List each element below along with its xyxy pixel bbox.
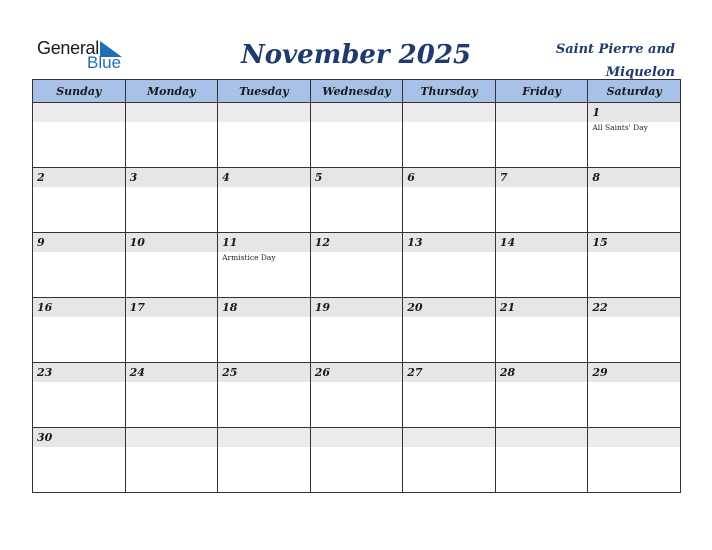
day-cell — [588, 363, 681, 428]
day-number: 30 — [33, 428, 125, 447]
day-number: 28 — [496, 363, 588, 382]
day-number — [403, 428, 495, 447]
day-cell — [218, 298, 311, 363]
day-number: 11 — [218, 233, 310, 252]
day-number: 1 — [588, 103, 680, 122]
day-cell — [33, 363, 126, 428]
week-row — [33, 168, 681, 233]
day-number: 21 — [496, 298, 588, 317]
page-title: November 2025 — [240, 40, 472, 70]
day-cell — [218, 103, 311, 168]
weekday-header: Sunday — [33, 80, 126, 103]
day-number — [218, 103, 310, 122]
day-number: 19 — [311, 298, 403, 317]
day-cell — [125, 103, 218, 168]
day-number: 12 — [311, 233, 403, 252]
holiday-label: All Saints' Day — [592, 123, 648, 132]
day-number: 17 — [126, 298, 218, 317]
day-number: 23 — [33, 363, 125, 382]
day-cell — [125, 363, 218, 428]
weekday-header-row — [33, 80, 681, 103]
day-number: 6 — [403, 168, 495, 187]
weekday-header: Saturday — [588, 80, 681, 103]
day-number: 26 — [311, 363, 403, 382]
day-cell — [403, 428, 496, 493]
week-row — [33, 103, 681, 168]
day-number — [311, 428, 403, 447]
day-cell — [125, 298, 218, 363]
weekday-header: Tuesday — [218, 80, 311, 103]
day-cell — [125, 233, 218, 298]
day-cell — [310, 428, 403, 493]
day-cell — [588, 428, 681, 493]
day-number: 4 — [218, 168, 310, 187]
day-cell — [218, 428, 311, 493]
logo-text-general: General — [37, 38, 99, 58]
day-number: 9 — [33, 233, 125, 252]
day-number — [126, 103, 218, 122]
day-cell — [403, 168, 496, 233]
day-cell — [403, 103, 496, 168]
day-number: 13 — [403, 233, 495, 252]
day-cell — [403, 233, 496, 298]
week-row — [33, 233, 681, 298]
day-cell — [403, 363, 496, 428]
day-number: 25 — [218, 363, 310, 382]
day-cell — [218, 233, 311, 298]
day-number: 3 — [126, 168, 218, 187]
week-row — [33, 428, 681, 493]
week-row — [33, 298, 681, 363]
day-cell — [33, 428, 126, 493]
day-number: 2 — [33, 168, 125, 187]
day-number: 8 — [588, 168, 680, 187]
day-number — [496, 103, 588, 122]
day-cell — [33, 103, 126, 168]
day-cell — [218, 168, 311, 233]
day-number: 15 — [588, 233, 680, 252]
weekday-header: Monday — [125, 80, 218, 103]
day-cell — [495, 103, 588, 168]
day-number: 18 — [218, 298, 310, 317]
day-cell — [218, 363, 311, 428]
day-number — [403, 103, 495, 122]
day-cell — [33, 298, 126, 363]
weekday-header: Thursday — [403, 80, 496, 103]
day-cell — [495, 298, 588, 363]
day-number: 27 — [403, 363, 495, 382]
day-cell — [588, 103, 681, 168]
day-cell — [33, 168, 126, 233]
day-number: 5 — [311, 168, 403, 187]
day-cell — [495, 168, 588, 233]
day-cell — [33, 233, 126, 298]
day-cell — [588, 298, 681, 363]
day-cell — [403, 298, 496, 363]
calendar-grid — [32, 79, 681, 493]
day-number: 16 — [33, 298, 125, 317]
weekday-header: Wednesday — [310, 80, 403, 103]
day-cell — [588, 233, 681, 298]
weekday-header: Friday — [495, 80, 588, 103]
day-cell — [310, 363, 403, 428]
day-cell — [310, 103, 403, 168]
day-cell — [125, 168, 218, 233]
day-cell — [495, 233, 588, 298]
day-cell — [495, 428, 588, 493]
region-name: Saint Pierre and Miquelon — [555, 42, 675, 80]
day-number: 7 — [496, 168, 588, 187]
day-number: 29 — [588, 363, 680, 382]
day-number — [588, 428, 680, 447]
day-cell — [588, 168, 681, 233]
day-number: 10 — [126, 233, 218, 252]
day-number — [126, 428, 218, 447]
day-number — [496, 428, 588, 447]
logo-text-blue: Blue — [87, 53, 122, 72]
day-cell — [495, 363, 588, 428]
day-number: 22 — [588, 298, 680, 317]
day-cell — [310, 168, 403, 233]
week-row — [33, 363, 681, 428]
day-cell — [310, 298, 403, 363]
day-number: 14 — [496, 233, 588, 252]
day-number — [311, 103, 403, 122]
day-number — [218, 428, 310, 447]
day-number: 20 — [403, 298, 495, 317]
day-number — [33, 103, 125, 122]
day-cell — [125, 428, 218, 493]
day-cell — [310, 233, 403, 298]
holiday-label: Armistice Day — [222, 253, 276, 262]
day-number: 24 — [126, 363, 218, 382]
